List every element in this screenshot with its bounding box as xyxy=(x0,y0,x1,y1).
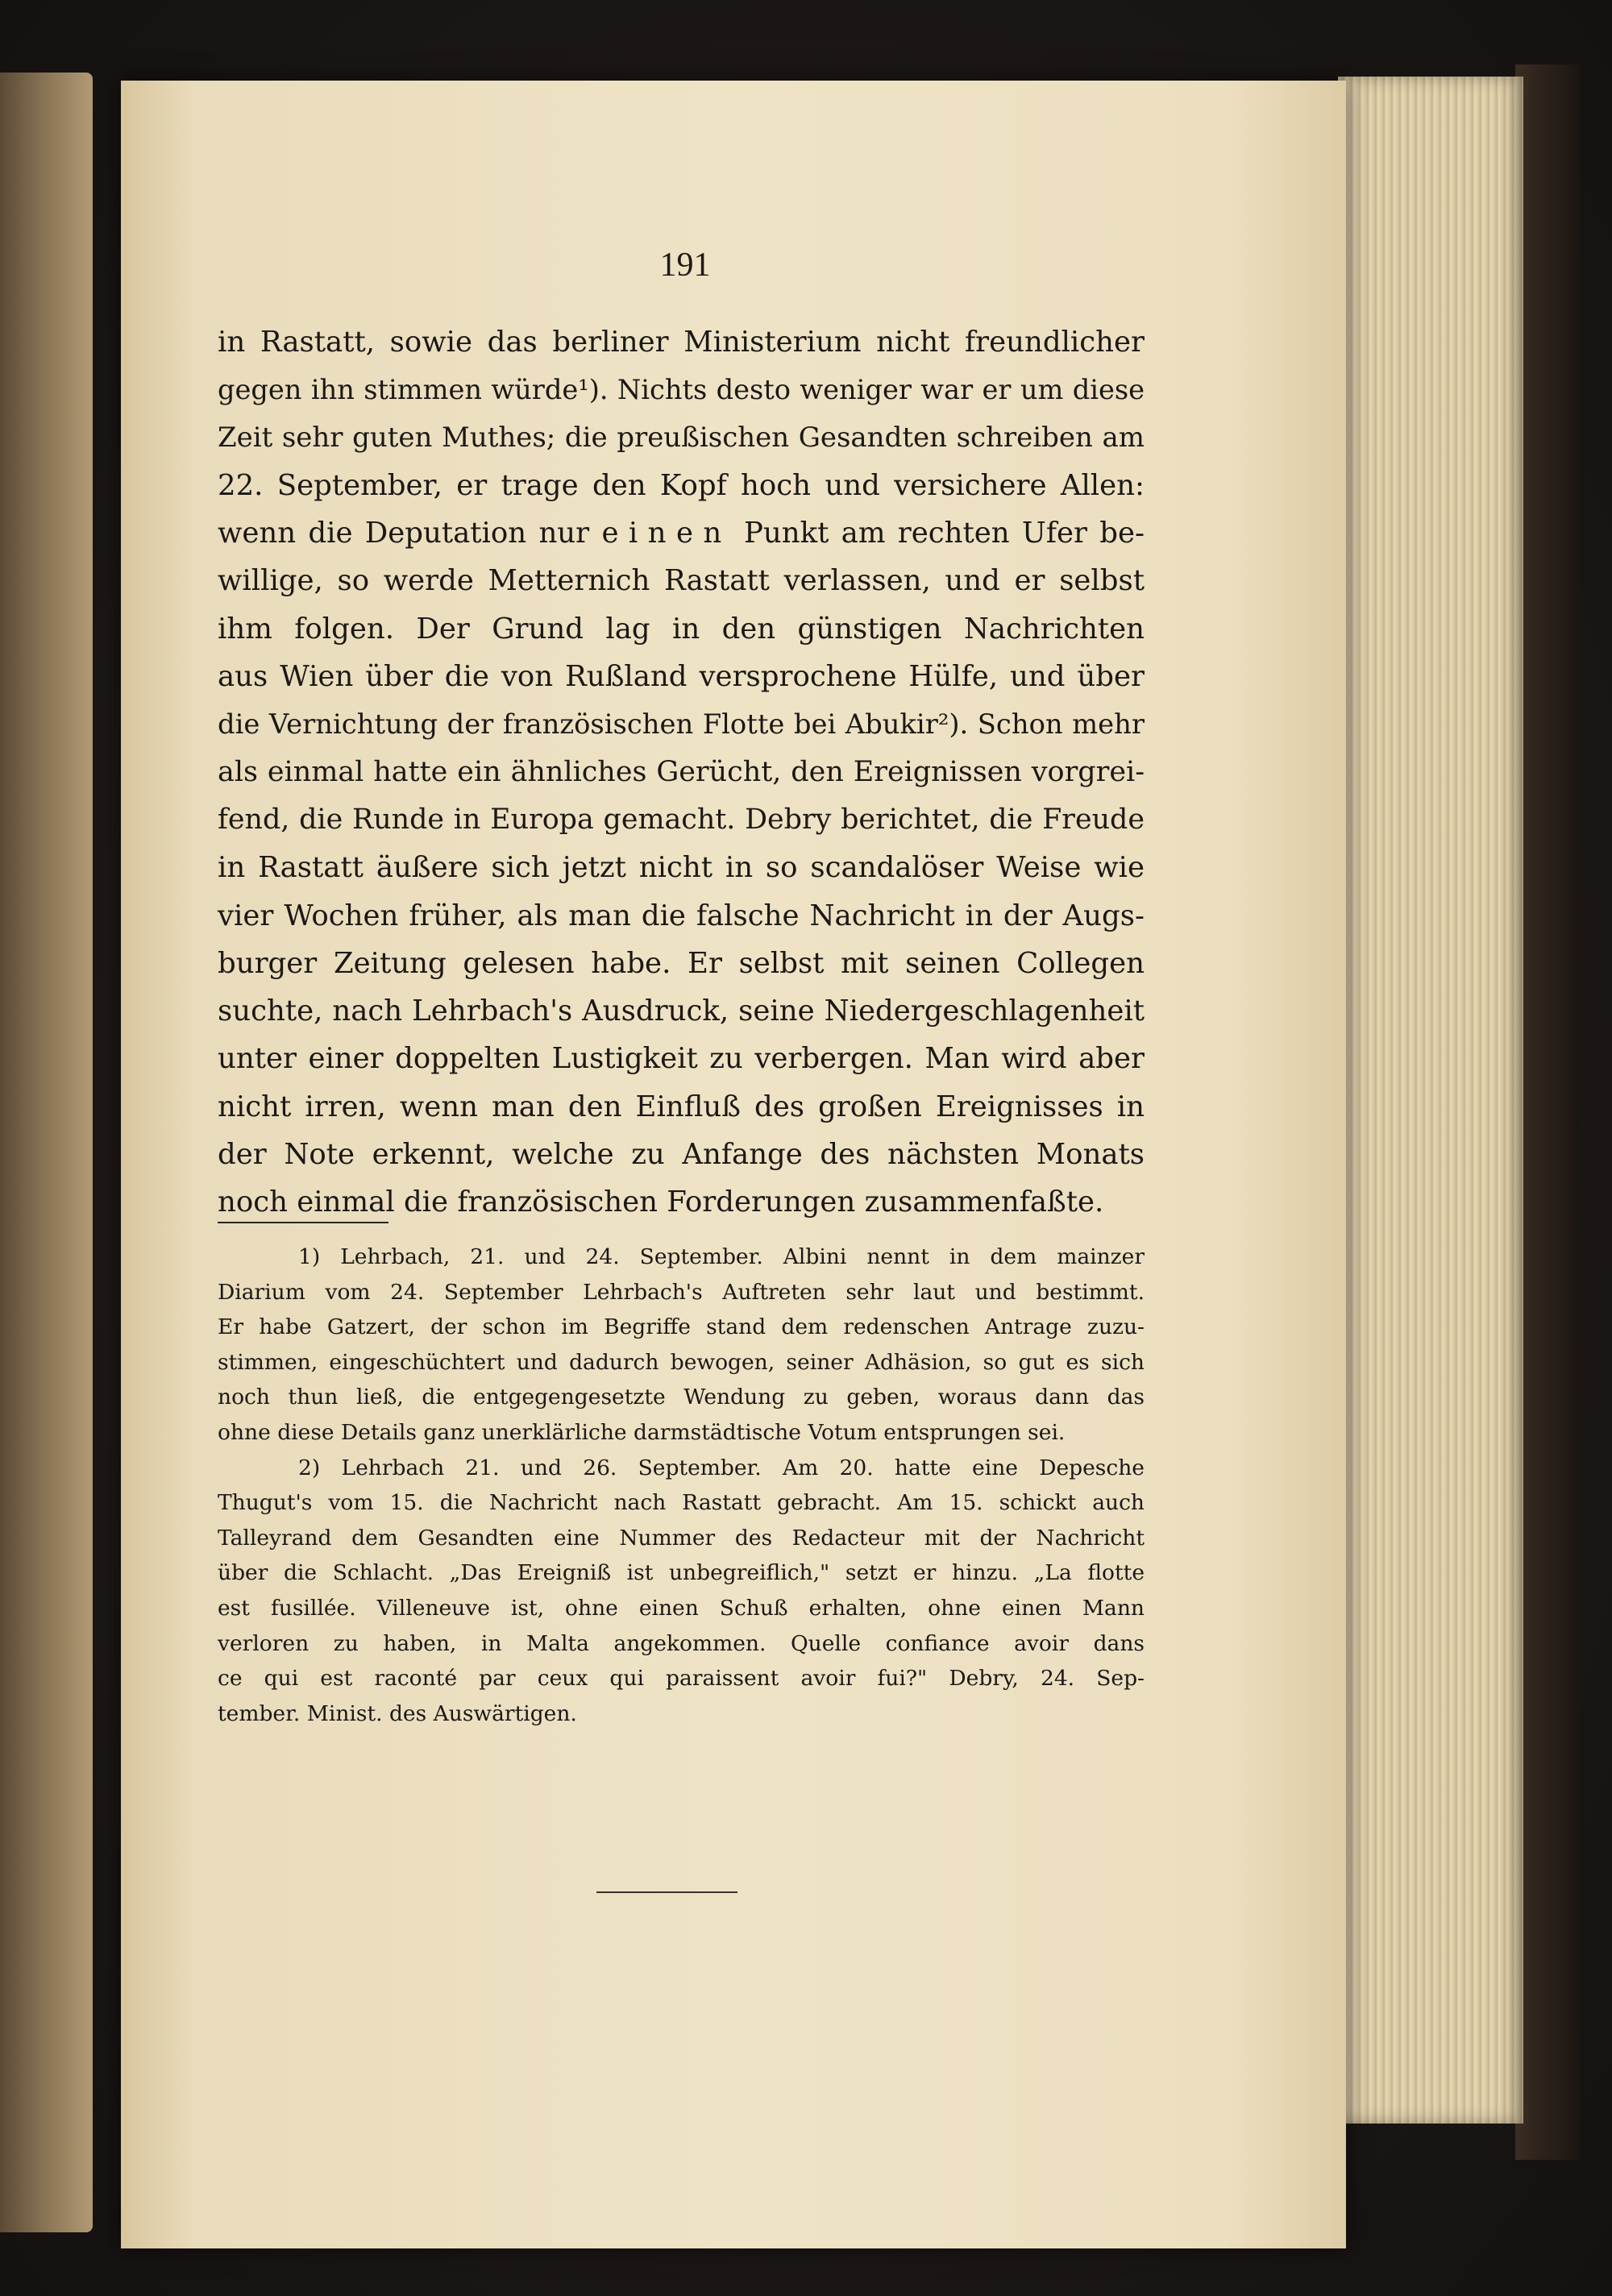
text-line: willige, so werde Metternich Rastatt verlassen, und er selbst xyxy=(218,564,1145,598)
text-line: vier Wochen früher, als man die falsche Nachricht in der Augs- xyxy=(218,899,1145,932)
main-text xyxy=(218,318,1145,1227)
footnote-line: ohne diese Details ganz unerklärliche darmstädtische Votum entsprungen sei. xyxy=(218,1419,1066,1445)
footnote-separator xyxy=(218,1222,388,1223)
text-line: der Note erkennt, welche zu Anfange des nächsten Monats xyxy=(218,1138,1145,1172)
text-line: burger Zeitung gelesen habe. Er selbst mit seinen Collegen xyxy=(218,946,1145,980)
text-line: in Rastatt, sowie das berliner Ministerium nicht freundlicher xyxy=(218,326,1145,359)
text-line: ihm folgen. Der Grund lag in den günstigen Nachrichten xyxy=(218,612,1145,646)
footnote-line: Talleyrand dem Gesandten eine Nummer des Redacteur mit der Nachricht xyxy=(218,1525,1145,1551)
page-number: 191 xyxy=(659,247,711,284)
emphasized-word: einen xyxy=(601,517,732,550)
footnote-line: 1) Lehrbach, 21. und 24. September. Albini nennt in dem mainzer xyxy=(298,1244,1145,1269)
text-line: nicht irren, wenn man den Einfluß des großen Ereignisses in xyxy=(218,1090,1145,1123)
footnote-line: noch thun ließ, die entgegengesetzte Wendung zu geben, woraus dann das xyxy=(218,1385,1145,1410)
footnote-line: ce qui est raconté par ceux qui paraissent avoir fui?" Debry, 24. Sep- xyxy=(218,1666,1145,1692)
footnotes xyxy=(218,1239,1145,1731)
text-line: in Rastatt äußere sich jetzt nicht in so scandalöser Weise wie xyxy=(218,851,1145,885)
footnote-line: est fusillée. Villeneuve ist, ohne einen Schuß erhalten, ohne einen Mann xyxy=(218,1595,1145,1621)
text-line: fend, die Runde in Europa gemacht. Debry berichtet, die Freude xyxy=(218,803,1145,836)
footnote-line: Thugut's vom 15. die Nachricht nach Rastatt gebracht. Am 15. schickt auch xyxy=(218,1490,1145,1516)
text-line: Zeit sehr guten Muthes; die preußischen Gesandten schreiben am xyxy=(218,421,1145,454)
footnote-line: Er habe Gatzert, der schon im Begriffe stand dem redenschen Antrage zuzu- xyxy=(218,1314,1145,1340)
text-line: als einmal hatte ein ähnliches Gerücht, den Ereignissen vorgrei- xyxy=(218,755,1145,788)
footnote-line: Diarium vom 24. September Lehrbach's Auftreten sehr laut und bestimmt. xyxy=(218,1279,1145,1305)
page-stack-edges xyxy=(1338,77,1523,2124)
bottom-rule xyxy=(596,1891,737,1893)
book-cover-edge xyxy=(1515,64,1580,2160)
text-line: gegen ihn stimmen würde¹). Nichts desto weniger war er um diese xyxy=(218,374,1145,406)
footnote-line: stimmen, eingeschüchtert und dadurch bewogen, seiner Adhäsion, so gut es sich xyxy=(218,1349,1145,1375)
footnote-line: verloren zu haben, in Malta angekommen. Quelle confiance avoir dans xyxy=(218,1630,1145,1656)
text-segment: wenn die Deputation nur xyxy=(218,517,602,550)
text-line: 22. September, er trage den Kopf hoch und versichere Allen: xyxy=(218,468,1145,502)
footnote-line: über die Schlacht. „Das Ereigniß ist unbegreiflich," setzt er hinzu. „La flotte xyxy=(218,1560,1145,1586)
text-line: unter einer doppelten Lustigkeit zu verbergen. Man wird aber xyxy=(218,1042,1145,1076)
facing-page-edge xyxy=(0,73,93,2232)
text-line: die Vernichtung der französischen Flotte bei Abukir²). Schon mehr xyxy=(218,708,1145,741)
footnote-line: 2) Lehrbach 21. und 26. September. Am 20. hatte eine Depesche xyxy=(298,1455,1145,1480)
footnote-line: tember. Minist. des Auswärtigen. xyxy=(218,1700,577,1726)
text-line xyxy=(218,509,1145,557)
text-line: suchte, nach Lehrbach's Ausdruck, seine Niedergeschlagenheit xyxy=(218,994,1145,1028)
text-segment: Punkt am rechten Ufer be- xyxy=(731,517,1145,550)
text-line: aus Wien über die von Rußland versprochene Hülfe, und über xyxy=(218,660,1145,694)
text-line: noch einmal die französischen Forderungen zusammenfaßte. xyxy=(218,1185,1104,1219)
